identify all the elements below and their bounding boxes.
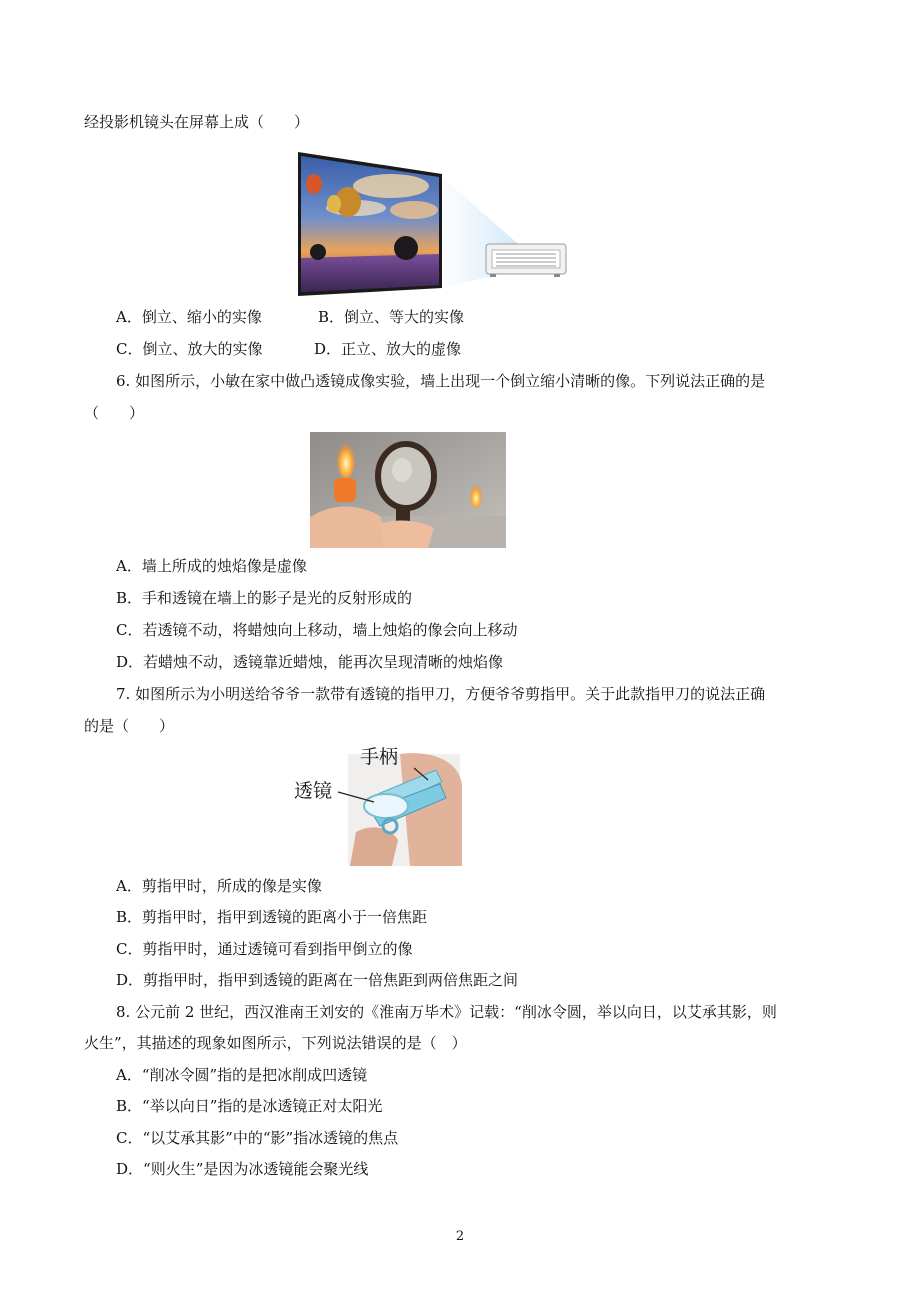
q8-option-a: A．“削冰令圆”指的是把冰削成凹透镜 xyxy=(116,1066,368,1084)
q5-option-d: D．正立、放大的虚像 xyxy=(314,340,462,358)
q8-stem-line2: 火生”，其描述的现象如图所示，下列说法错误的是（ ） xyxy=(84,1034,467,1052)
q6-option-d: D．若蜡烛不动，透镜靠近蜡烛，能再次呈现清晰的烛焰像 xyxy=(116,653,504,671)
page-number: 2 xyxy=(455,1229,465,1244)
q6-option-a: A．墙上所成的烛焰像是虚像 xyxy=(116,557,307,575)
q6-stem-line1: 6. 如图所示，小敏在家中做凸透镜成像实验，墙上出现一个倒立缩小清晰的像。下列说法正确的是 xyxy=(116,372,766,390)
q5-options-row2 xyxy=(116,339,816,359)
q5-option-b: B．倒立、等大的实像 xyxy=(318,308,465,326)
q6-option-b: B．手和透镜在墙上的影子是光的反射形成的 xyxy=(116,589,413,607)
q7-stem-line1: 7. 如图所示为小明送给爷爷一款带有透镜的指甲刀，方便爷爷剪指甲。关于此款指甲刀的说法正确 xyxy=(116,685,766,703)
q7-stem-line2: 的是（ ） xyxy=(84,717,175,735)
q7-option-c: C．剪指甲时，通过透镜可看到指甲倒立的像 xyxy=(116,940,413,958)
q7-option-d: D．剪指甲时，指甲到透镜的距离在一倍焦距到两倍焦距之间 xyxy=(116,971,519,989)
q5-stem: 经投影机镜头在屏幕上成（ ） xyxy=(84,113,310,131)
q8-stem-line1: 8. 公元前 2 世纪，西汉淮南王刘安的《淮南万毕术》记载：“削冰令圆，举以向日，以艾承其影，则 xyxy=(116,1003,777,1021)
q5-option-a: A．倒立、缩小的实像 xyxy=(116,308,262,326)
candle-lens-figure xyxy=(310,432,506,548)
q7-option-b: B．剪指甲时，指甲到透镜的距离小于一倍焦距 xyxy=(116,908,428,926)
q8-option-b: B．“举以向日”指的是冰透镜正对太阳光 xyxy=(116,1097,383,1115)
q7-option-a: A．剪指甲时，所成的像是实像 xyxy=(116,877,322,895)
label-lens: 透镜 xyxy=(294,780,333,802)
q6-stem-line2: （ ） xyxy=(84,404,145,422)
label-handle: 手柄 xyxy=(360,746,399,768)
q8-option-d: D．“则火生”是因为冰透镜能会聚光线 xyxy=(116,1160,369,1178)
projector-figure xyxy=(296,148,568,296)
q8-option-c: C．“以艾承其影”中的“影”指冰透镜的焦点 xyxy=(116,1129,399,1147)
q6-option-c: C．若透镜不动，将蜡烛向上移动，墙上烛焰的像会向上移动 xyxy=(116,621,518,639)
q5-options-row1 xyxy=(116,307,816,327)
q5-option-c: C．倒立、放大的实像 xyxy=(116,340,263,358)
nail-clipper-figure xyxy=(290,740,466,868)
